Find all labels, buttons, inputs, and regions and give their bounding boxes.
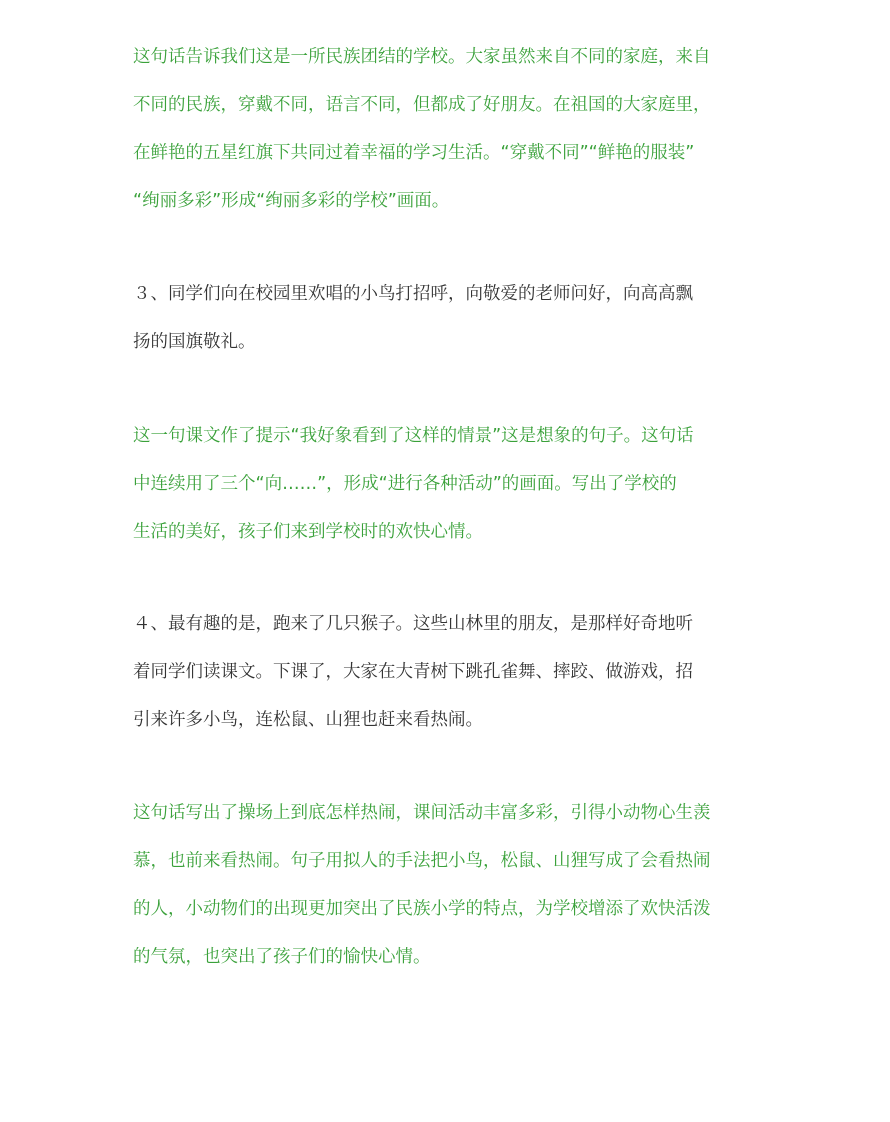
text-line: 中连续用了三个“向……”，形成“进行各种活动”的画面。写出了学校的 xyxy=(133,474,677,494)
analysis-paragraph-1 xyxy=(133,47,765,239)
text-line: 这句话告诉我们这是一所民族团结的学校。大家虽然来自不同的家庭，来自 xyxy=(133,47,711,67)
text-line: ３、同学们向在校园里欢唱的小鸟打招呼，向敬爱的老师问好，向高高飘 xyxy=(133,284,693,304)
text-line: 扬的国旗敬礼。 xyxy=(133,332,256,352)
text-line: 着同学们读课文。下课了，大家在大青树下跳孔雀舞、摔跤、做游戏，招 xyxy=(133,662,693,682)
text-line: 慕，也前来看热闹。句子用拟人的手法把小鸟，松鼠、山狸写成了会看热闹 xyxy=(133,851,711,871)
analysis-paragraph-2 xyxy=(133,426,765,570)
text-line: 的人，小动物们的出现更加突出了民族小学的特点，为学校增添了欢快活泼 xyxy=(133,899,711,919)
text-line: 这句话写出了操场上到底怎样热闹，课间活动丰富多彩，引得小动物心生羡 xyxy=(133,803,711,823)
question-paragraph-3 xyxy=(133,284,765,380)
text-line: ４、最有趣的是，跑来了几只猴子。这些山林里的朋友，是那样好奇地听 xyxy=(133,614,693,634)
question-paragraph-4 xyxy=(133,614,765,758)
analysis-paragraph-3 xyxy=(133,803,765,995)
text-line: 不同的民族，穿戴不同，语言不同，但都成了好朋友。在祖国的大家庭里， xyxy=(133,95,711,115)
text-line: 引来许多小鸟，连松鼠、山狸也赶来看热闹。 xyxy=(133,710,483,730)
text-line: 的气氛，也突出了孩子们的愉快心情。 xyxy=(133,947,431,967)
text-line: 在鲜艳的五星红旗下共同过着幸福的学习生活。“穿戴不同”“鲜艳的服装” xyxy=(133,143,695,163)
text-line: 这一句课文作了提示“我好象看到了这样的情景”这是想象的句子。这句话 xyxy=(133,426,694,446)
text-line: 生活的美好，孩子们来到学校时的欢快心情。 xyxy=(133,522,483,542)
text-line: “绚丽多彩”形成“绚丽多彩的学校”画面。 xyxy=(133,191,450,211)
